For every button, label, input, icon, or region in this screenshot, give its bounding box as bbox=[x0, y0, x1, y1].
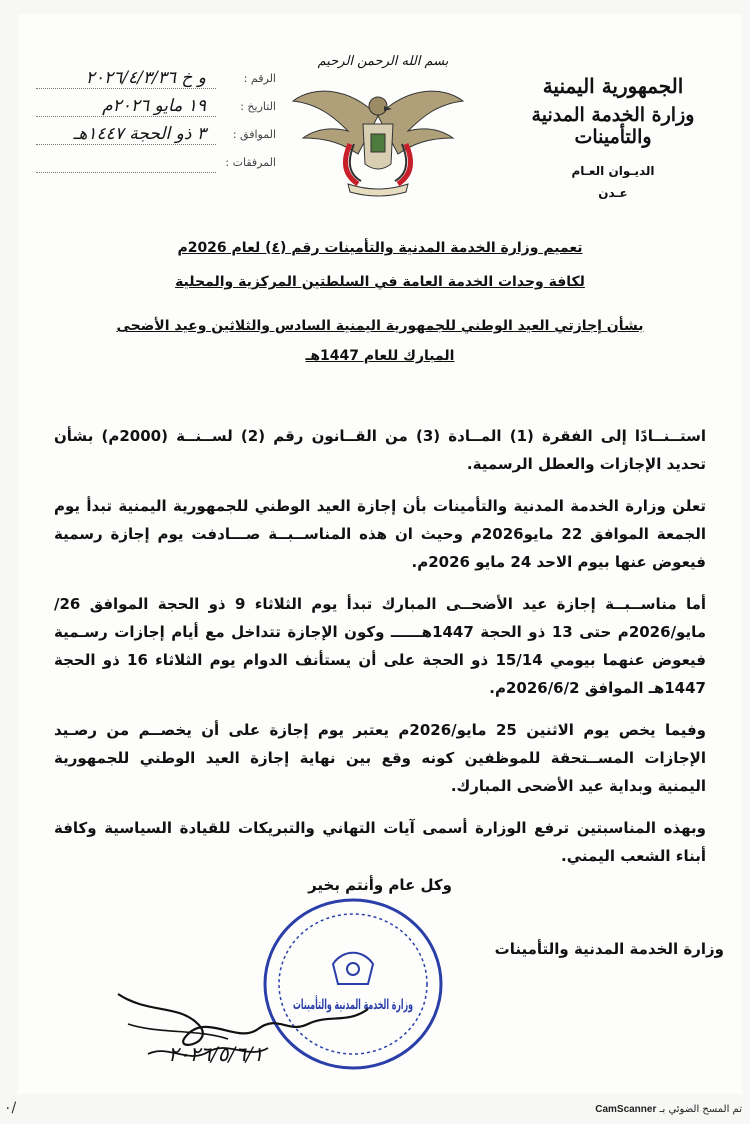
circular-body bbox=[54, 422, 706, 884]
ministry-name: وزارة الخدمة المدنية والتأمينات bbox=[531, 104, 695, 148]
circular-title: تعميم وزارة الخدمة المدنية والتأمينات رقم (٤) لعام 2026م bbox=[177, 240, 583, 256]
dotted-line bbox=[36, 116, 216, 117]
meta-date-value: ١٩ مايو ٢٠٢٦م bbox=[102, 96, 206, 116]
body-paragraph-eid-adha: أما مناســبــة إجازة عيد الأضحــى المبارك تبدأ يوم الثلاثاء 9 ذو الحجة الموافق 26/مايو/2026م حتى 13 ذو الحجة 1447هــــــ وكون الإجازة تتداخل مع أيام إجازات رسـمية فيعوض عنهما بيومي 15/14 ذو الحجة على أن يستأنف الدوام يوم الثلاثاء 16 ذو الحجة 1447هـ الموافق 2026/6/2م. bbox=[54, 595, 707, 697]
meta-attachments-label: المرفقات : bbox=[225, 156, 276, 169]
closing-greeting: وكل عام وأنتم بخير bbox=[308, 876, 452, 894]
meta-attachments-row bbox=[36, 152, 276, 178]
scanner-name: CamScanner bbox=[595, 1104, 657, 1115]
meta-date-label: التاريخ : bbox=[240, 100, 276, 113]
yemen-eagle-emblem bbox=[288, 76, 468, 196]
meta-date-row bbox=[36, 96, 276, 122]
body-paragraph-monday: وفيما يخص يوم الاثنين 25 مايو/2026م يعتبر يوم إجازة على أن يخصــم من رصـيد الإجازات المســتحقة للموظفين كونه وقع بين نهاية إجازة العيد الوطني للجمهورية اليمنية وبداية عيد الأضحى المبارك. bbox=[54, 721, 706, 795]
country-name: الجمهورية اليمنية bbox=[542, 74, 684, 98]
circular-audience: لكافة وحدات الخدمة العامة في السلطتين المركزية والمحلية bbox=[175, 274, 585, 290]
body-paragraph-reference: استــنــادًا إلى الفقرة (1) المــادة (3) من القــانون رقم (2) لســنــة (2000م) بشأن تحديد الإجازات والعطل الرسمية. bbox=[54, 427, 706, 473]
meta-number-value: و خ ٢٠٢٦/٤/٣/٣٦ bbox=[85, 68, 206, 88]
stamp-text: وزارة الخدمة المدنية والتأمينات bbox=[293, 997, 508, 1013]
dotted-line bbox=[36, 144, 216, 145]
scanner-watermark bbox=[595, 1104, 742, 1115]
dotted-line bbox=[36, 88, 216, 89]
body-paragraph-greetings: وبهذه المناسبتين ترفع الوزارة أسمى آيات التهاني والتبريكات للقيادة السياسية وكافة أبناء الشعب اليمني. bbox=[54, 819, 706, 865]
meta-number-row bbox=[36, 68, 276, 94]
meta-hijri-label: الموافق : bbox=[232, 128, 276, 141]
page-corner-mark: ٠/ bbox=[4, 1100, 17, 1116]
handwritten-date: ٢٠٢٦/٥/٦/١ bbox=[168, 1042, 264, 1066]
document-page bbox=[18, 14, 742, 1094]
city-name: عـدن bbox=[598, 186, 628, 200]
circular-subject-line2: المبارك للعام 1447هـ bbox=[305, 348, 455, 364]
dotted-line bbox=[36, 172, 216, 173]
office-name: الديـوان العـام bbox=[571, 164, 655, 178]
signatory-title: وزارة الخدمة المدنية والتأمينات bbox=[494, 940, 724, 958]
circular-titles bbox=[18, 240, 742, 364]
meta-hijri-row bbox=[36, 124, 276, 150]
scanner-prefix: تم المسح الضوئي بـ bbox=[659, 1104, 742, 1115]
meta-hijri-value: ٣ ذو الحجة ١٤٤٧هـ bbox=[73, 124, 206, 144]
circular-subject-line1: بشأن إجازتي العيد الوطني للجمهورية اليمنية السادس والثلاثين وعيد الأضحى bbox=[116, 318, 644, 334]
body-paragraph-national-day: تعلن وزارة الخدمة المدنية والتأمينات بأن إجازة العيد الوطني للجمهورية اليمنية تبدأ يوم الجمعة الموافق 22 مايو2026م وحيث ان هذه المناســبــة صـــادفت يوم إجازة رسمية فيعوض عنها بيوم الاحد 24 مايو 2026م. bbox=[54, 497, 706, 571]
basmala: بسم الله الرحمن الرحيم bbox=[317, 54, 449, 69]
circular-subject-cont bbox=[18, 348, 742, 364]
circular-subject bbox=[18, 318, 742, 334]
ministry-header bbox=[498, 74, 728, 200]
meta-number-label: الرقم : bbox=[243, 72, 276, 85]
